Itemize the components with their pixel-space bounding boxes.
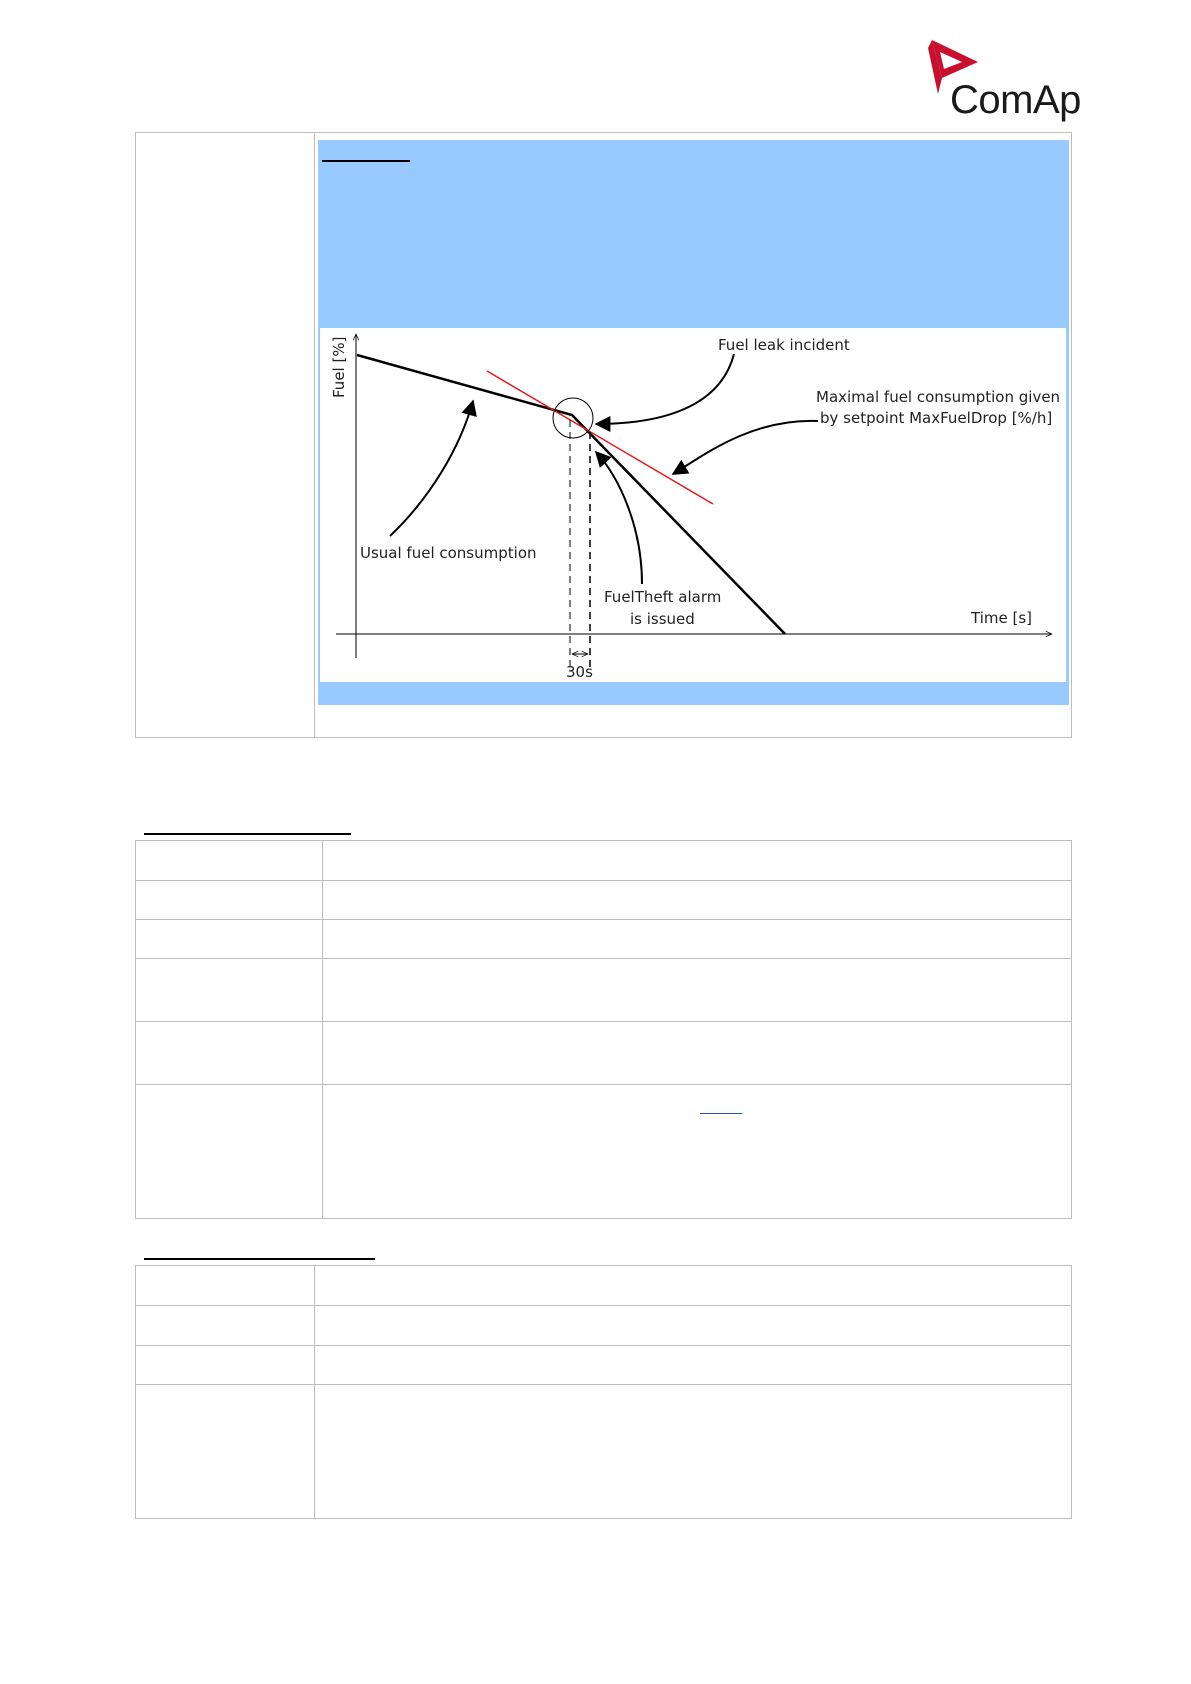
table-2-row-divider: [135, 1345, 1072, 1346]
alarm-arrow: [596, 452, 642, 584]
table-1-row-divider: [135, 1084, 1072, 1085]
fuel-theft-diagram: [320, 328, 1066, 682]
table-1-row-divider: [135, 880, 1072, 881]
section-3-heading-underline: [144, 1258, 375, 1260]
x-axis-label: Time [s]: [971, 609, 1032, 627]
table-1-row-divider: [135, 958, 1072, 959]
parameter-table-1: [135, 840, 1072, 1219]
leak-arrow: [596, 354, 734, 424]
section-2-heading-underline: [144, 833, 351, 835]
max-fuel-drop-line: [487, 371, 713, 504]
table-2-row-divider: [135, 1384, 1072, 1385]
parameter-table-2: [135, 1265, 1072, 1519]
delay-label: 30s: [566, 663, 593, 681]
alarm-label-2: is issued: [630, 610, 695, 628]
table-2-row-divider: [135, 1305, 1072, 1306]
comap-logo: [920, 38, 1090, 120]
max-line-arrow: [673, 421, 818, 474]
logo-text: ComAp: [950, 78, 1081, 122]
alarm-label-1: FuelTheft alarm: [604, 588, 722, 606]
leak-incident-circle: [553, 398, 593, 438]
leak-label: Fuel leak incident: [718, 336, 850, 354]
table-1-row-divider: [135, 1021, 1072, 1022]
y-axis-label: Fuel [%]: [330, 336, 348, 398]
fuel-theft-figure: [320, 328, 1066, 682]
usual-arrow: [390, 401, 473, 536]
max-consumption-label-1: Maximal fuel consumption given: [816, 388, 1061, 406]
usual-consumption-label: Usual fuel consumption: [360, 544, 537, 562]
link-underline[interactable]: [700, 1113, 742, 1114]
note-heading-underline: [322, 160, 410, 162]
table-1-row-divider: [135, 919, 1072, 920]
max-consumption-label-2: by setpoint MaxFuelDrop [%/h]: [820, 409, 1053, 427]
